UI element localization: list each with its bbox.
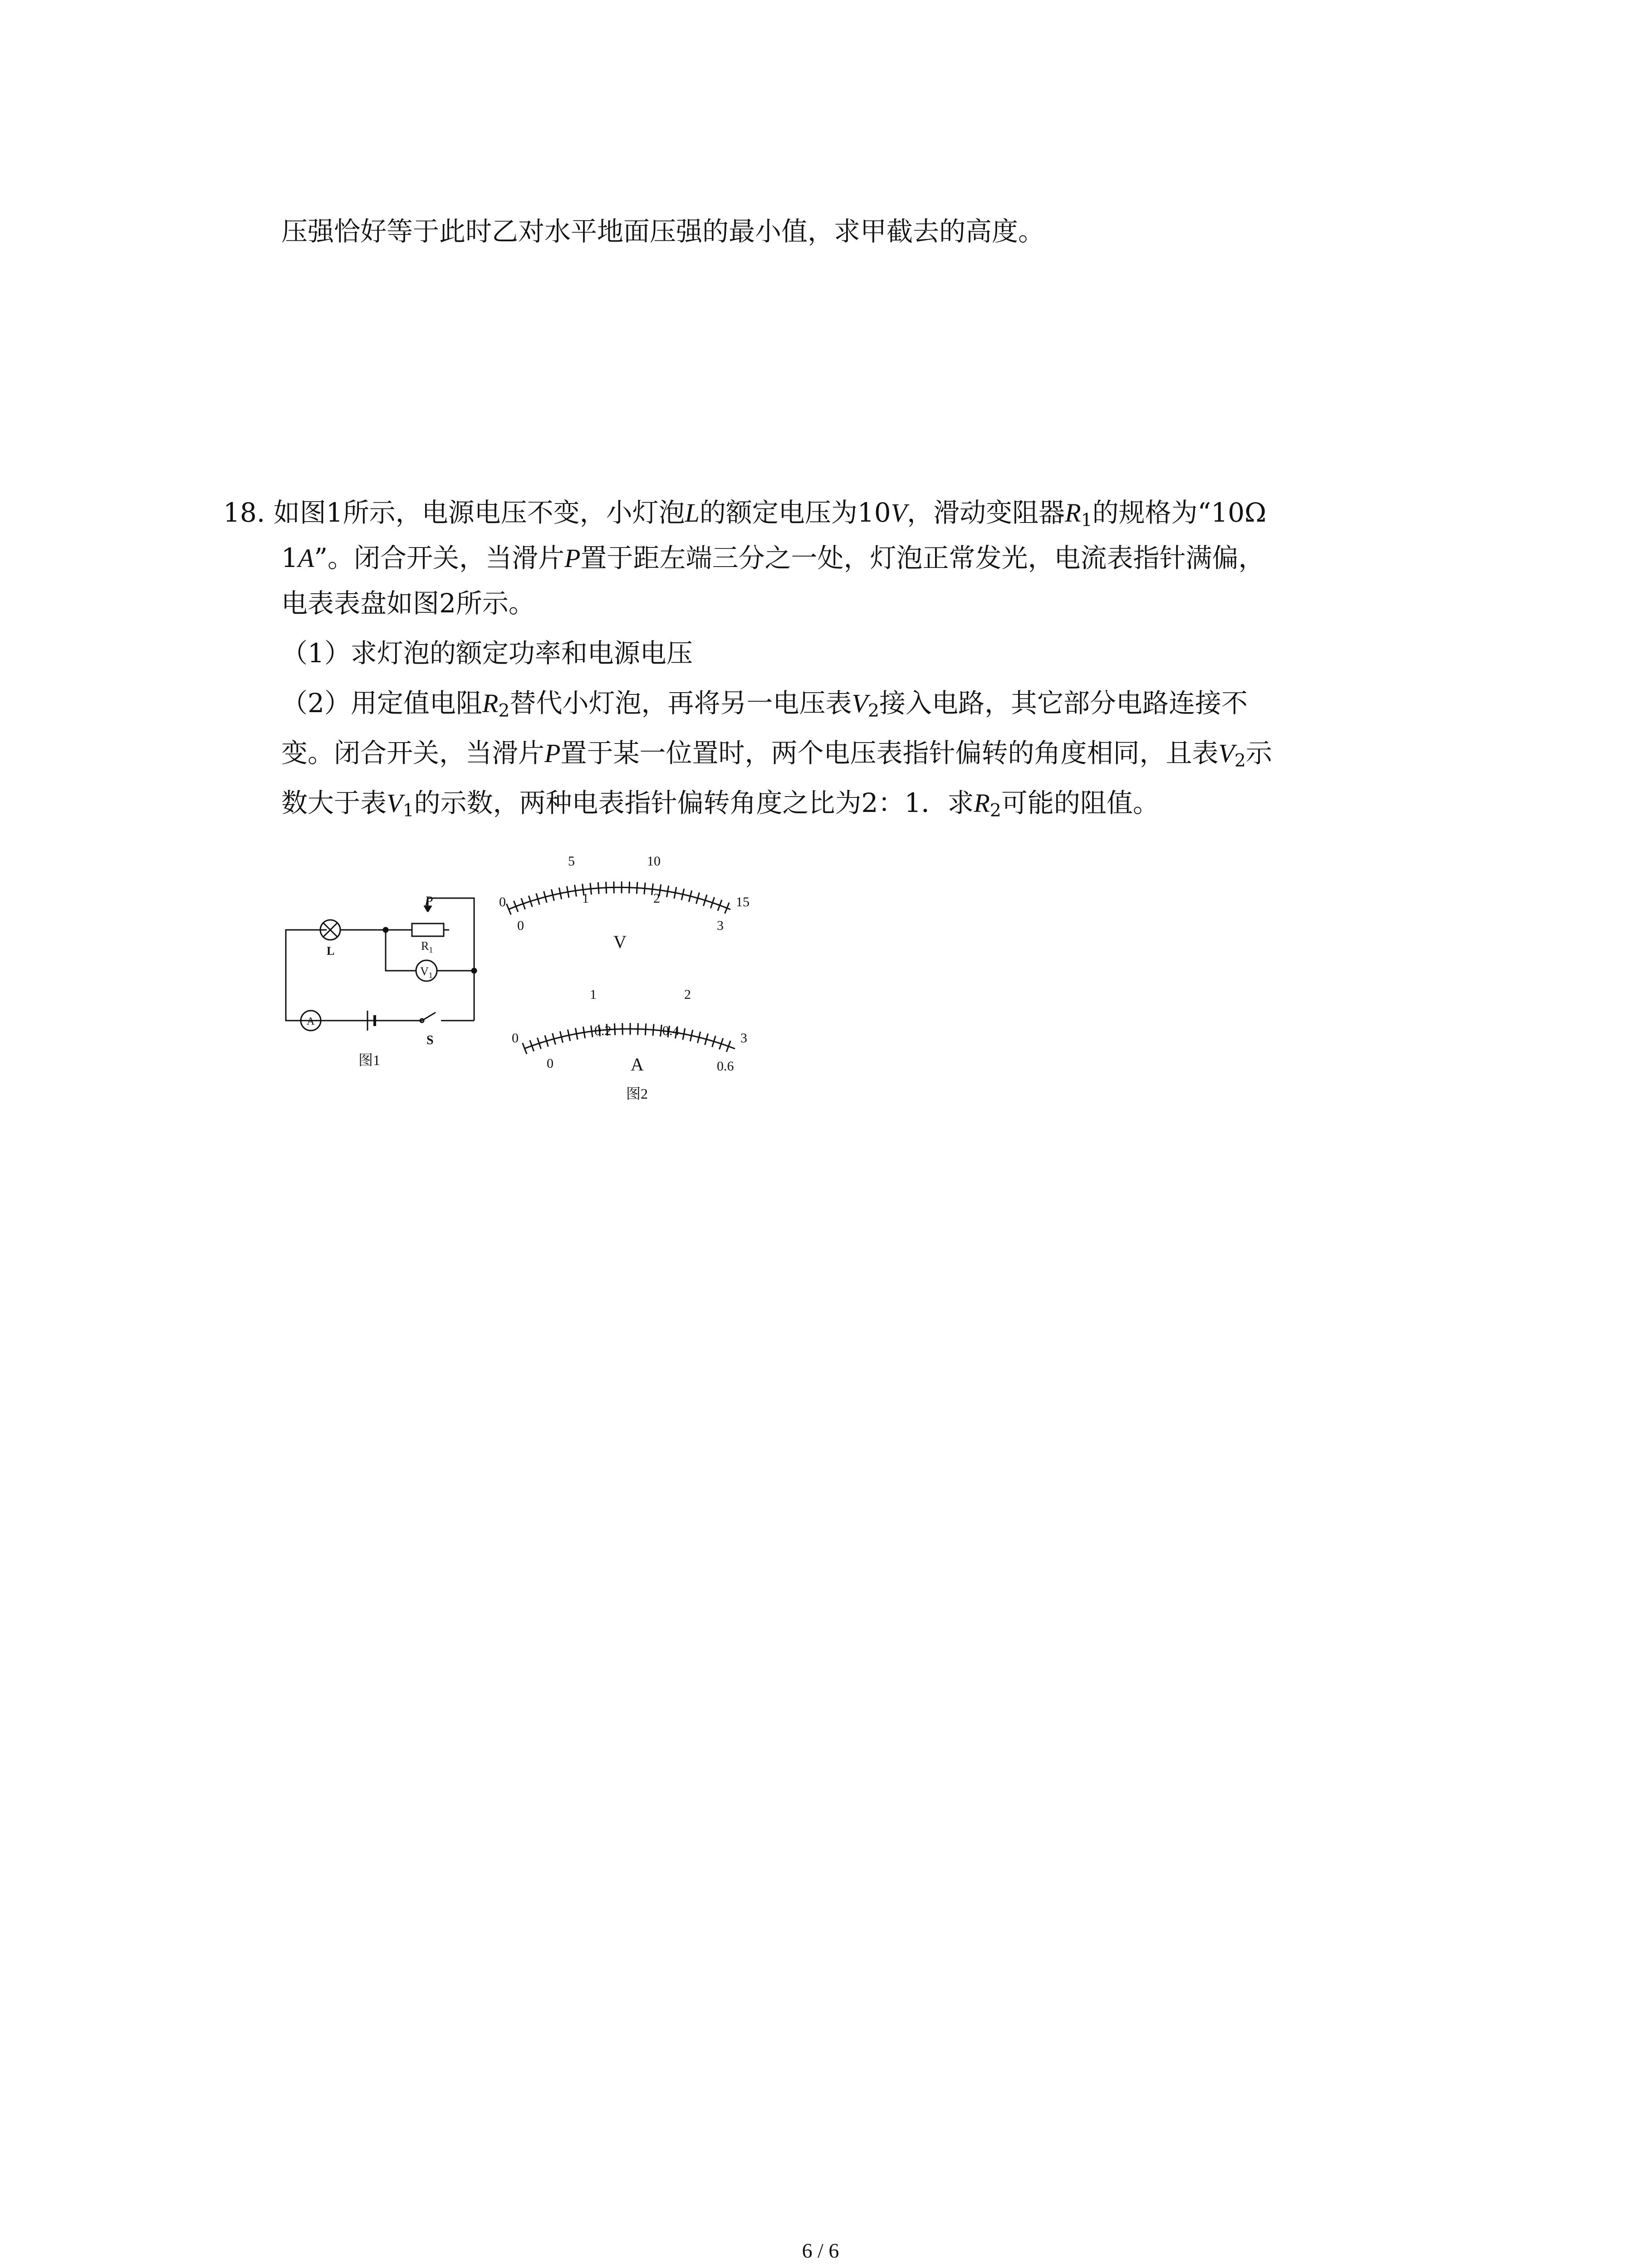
text: 的示数，两种电表指针偏转角度之比为2：1．求: [414, 787, 974, 818]
voltmeter-inner-1: 1: [582, 891, 589, 906]
text: 替代小灯泡，再将另一电压表: [509, 688, 852, 719]
slider-label-P: P: [425, 894, 433, 909]
text: 接入电路，其它部分电路连接不: [879, 688, 1248, 719]
ammeter-unit: A: [631, 1054, 644, 1075]
previous-question-tail: 压强恰好等于此时乙对水平地面压强的最小值，求甲截去的高度。: [281, 216, 1045, 247]
voltmeter-outer-15: 15: [736, 894, 749, 909]
ammeter-outer-1: 1: [590, 987, 597, 1002]
text: ”。闭合开关，当滑片: [314, 543, 564, 573]
switch-label: S: [426, 1033, 434, 1047]
ammeter-outer-0: 0: [512, 1031, 519, 1046]
unit-V: V: [891, 498, 907, 528]
var-V: V: [1218, 738, 1234, 768]
question-number: 18.: [223, 497, 265, 528]
voltmeter-V1-label: [420, 965, 433, 980]
junction-dot: [472, 968, 476, 973]
ammeter-outer-3: 3: [740, 1031, 747, 1046]
text: 变。闭合开关，当滑片: [281, 738, 545, 768]
subscript: 2: [498, 700, 510, 721]
rheostat-label: [421, 939, 433, 954]
text: 置于某一位置时，两个电压表指针偏转的角度相同，且表: [560, 738, 1219, 768]
ammeter-inner-0.4: 0.4: [662, 1023, 680, 1038]
circuit-diagram: [286, 898, 476, 1031]
text: 1: [281, 543, 298, 573]
ammeter-outer-2: 2: [684, 987, 691, 1002]
voltmeter-inner-0: 0: [517, 918, 524, 933]
question-18-part-2-line-1: [281, 685, 1248, 722]
voltmeter-outer-10: 10: [647, 854, 661, 869]
figure-circuit-and-meters: [272, 848, 789, 1139]
question-18-line-3: 电表表盘如图2所示。: [281, 588, 535, 619]
question-18-part-1: （1）求灯泡的额定功率和电源电压: [281, 638, 693, 669]
var-L: L: [685, 498, 700, 528]
ammeter-inner-0.6: 0.6: [717, 1059, 734, 1074]
var-P: P: [564, 543, 581, 573]
voltmeter-unit: V: [613, 932, 627, 952]
voltmeter-outer-0: 0: [499, 894, 506, 909]
subscript: 2: [989, 800, 1001, 821]
subscript: 2: [867, 700, 879, 721]
voltmeter-dial: [508, 887, 730, 909]
text: ，滑动变阻器: [907, 497, 1065, 528]
voltmeter-inner-2: 2: [653, 891, 660, 906]
var-P: P: [544, 738, 561, 768]
junction-dot: [383, 928, 388, 932]
wire-left: [286, 930, 377, 1021]
text: 置于距左端三分之一处，灯泡正常发光，电流表指针满偏，: [580, 543, 1265, 573]
text: 的规格为“10Ω: [1092, 497, 1267, 528]
label: V: [420, 965, 429, 978]
unit-A: A: [298, 543, 314, 573]
page-number: 6 / 6: [802, 2239, 839, 2262]
wire-slider: [428, 898, 474, 1021]
question-18-part-2-line-2: [281, 735, 1272, 772]
label: R: [421, 939, 429, 953]
ammeter-dial: [524, 1029, 735, 1049]
subscript: 2: [1234, 750, 1246, 771]
question-18-line-1: [223, 494, 1266, 531]
text: 如图1所示，电源电压不变，小灯泡: [273, 497, 685, 528]
ammeter-inner-0.2: 0.2: [594, 1023, 612, 1038]
var-R: R: [482, 689, 499, 718]
text: 可能的阻值。: [1001, 787, 1159, 818]
voltmeter-outer-5: 5: [568, 854, 575, 869]
text: （2）用定值电阻: [281, 688, 482, 719]
text: 示: [1246, 738, 1273, 768]
figure-2-caption: 图2: [626, 1085, 648, 1102]
text: 的额定电压为10: [699, 497, 891, 528]
question-18-line-2: [281, 540, 1264, 577]
rheostat-R1: [412, 924, 444, 936]
var-R: R: [1065, 498, 1081, 528]
voltmeter-inner-3: 3: [717, 918, 724, 933]
lamp-label: L: [327, 944, 335, 958]
label-sub: 1: [429, 945, 433, 954]
subscript: 1: [1081, 509, 1092, 531]
subscript: 1: [402, 800, 414, 821]
ammeter-arc-outer: [524, 1029, 735, 1049]
var-R: R: [974, 788, 990, 818]
ammeter-label: A: [307, 1016, 315, 1027]
ammeter-inner-0: 0: [547, 1056, 554, 1071]
figure-1-caption: 图1: [358, 1052, 381, 1068]
question-18-part-2-line-3: [281, 785, 1159, 821]
var-V: V: [387, 788, 403, 818]
var-V: V: [852, 689, 868, 718]
label-sub: 1: [428, 971, 433, 980]
text: 数大于表: [281, 787, 387, 818]
